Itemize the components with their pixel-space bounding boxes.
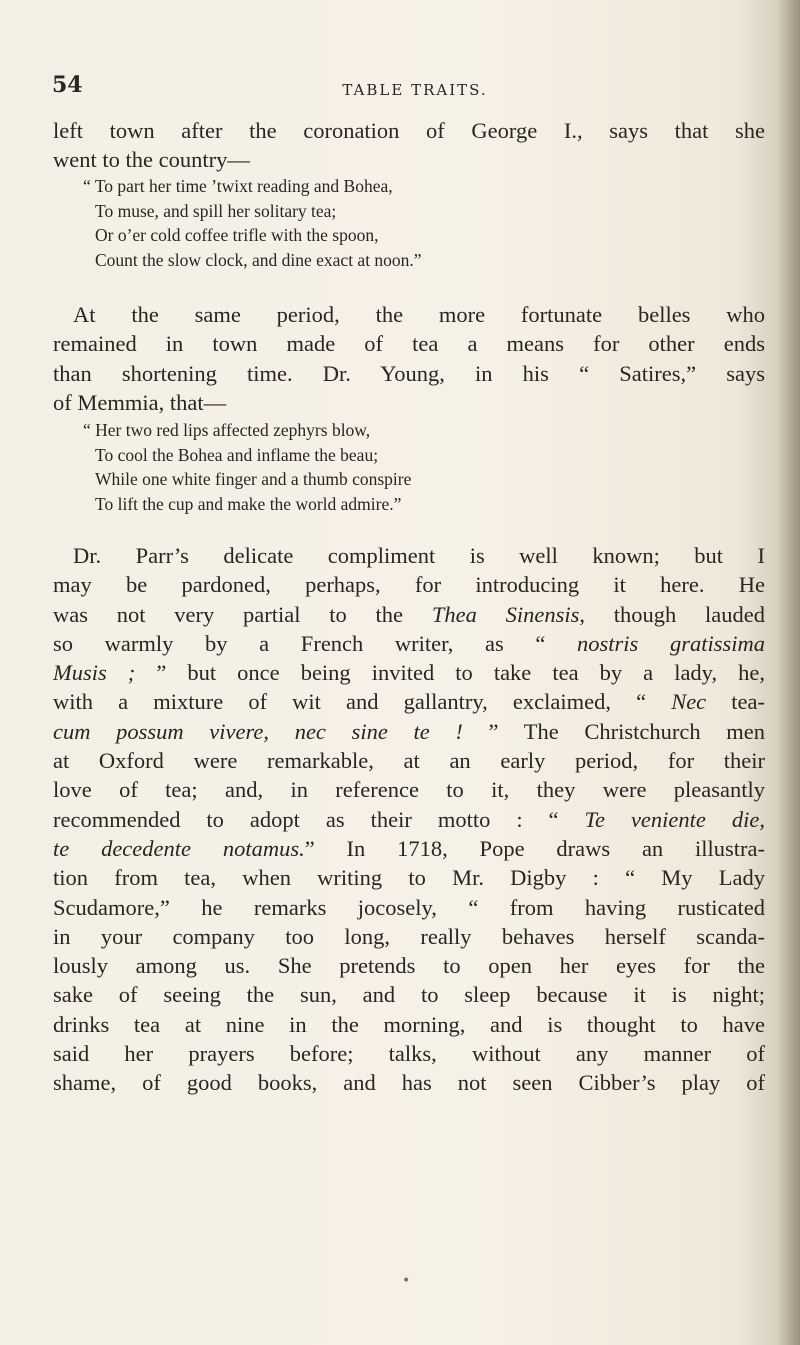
text-line: so warmly by a French writer, as “ nostris gratissima xyxy=(53,630,765,656)
text-line: Musis ; ” but once being invited to take tea by a lady, he, xyxy=(53,660,765,686)
text-line: than shortening time. Dr. Young, in his “ Satires,” says xyxy=(53,360,765,386)
page-edge-shadow xyxy=(778,0,800,1345)
text-line: at Oxford were remarkable, at an early period, for their xyxy=(53,748,765,774)
text-line: At the same period, the more fortunate belles who xyxy=(73,302,765,327)
paragraph-2 xyxy=(53,300,765,417)
text-line: lously among us. She pretends to open her eyes for the xyxy=(53,953,765,979)
text-line: Dr. Parr’s delicate compliment is well known; but I xyxy=(73,543,765,568)
text-line: went to the country— xyxy=(53,147,250,173)
printer-mark: • xyxy=(402,1273,411,1289)
verse-line: Count the slow clock, and dine exact at noon.” xyxy=(95,249,422,270)
page-number: 54 xyxy=(52,72,83,98)
text-line: was not very partial to the Thea Sinensis, though lauded xyxy=(53,601,765,627)
text-line: with a mixture of wit and gallantry, exclaimed, “ Nec tea- xyxy=(53,689,766,715)
text-line: shame, of good books, and has not seen Cibber’s play of xyxy=(53,1070,765,1096)
verse-line: “ To part her time ’twixt reading and Bohea, xyxy=(83,176,393,196)
verse-line: To cool the Bohea and inflame the beau; xyxy=(95,444,379,465)
text-line: said her prayers before; talks, without any manner of xyxy=(53,1041,765,1067)
verse-quotation-2 xyxy=(83,418,411,516)
verse-line: While one white finger and a thumb conspire xyxy=(95,469,412,490)
text-line: Scudamore,” he remarks jocosely, “ from having rusticated xyxy=(53,894,765,920)
text-line: remained in town made of tea a means for other ends xyxy=(53,331,765,357)
verse-line: To lift the cup and make the world admire.” xyxy=(95,493,402,514)
text-line: in your company too long, really behaves herself scanda- xyxy=(53,923,765,949)
verse-line: “ Her two red lips affected zephyrs blow, xyxy=(83,420,371,440)
text-line: tion from tea, when writing to Mr. Digby : “ My Lady xyxy=(53,865,765,891)
text-line: cum possum vivere, nec sine te ! ” The Christchurch men xyxy=(53,718,765,744)
text-line: love of tea; and, in reference to it, they were pleasantly xyxy=(53,777,765,803)
text-line: of Memmia, that— xyxy=(53,389,227,415)
verse-quotation-1 xyxy=(83,174,422,272)
text-line: left town after the coronation of George I., says that she xyxy=(53,118,765,143)
verse-line: To muse, and spill her solitary tea; xyxy=(95,200,337,221)
paragraph-1 xyxy=(53,116,765,175)
verse-line: Or o’er cold coffee trifle with the spoon, xyxy=(95,225,379,246)
text-line: drinks tea at nine in the morning, and is thought to have xyxy=(53,1011,765,1037)
running-head: TABLE TRAITS. xyxy=(342,81,488,99)
text-line: te decedente notamus.” In 1718, Pope draws an illustra- xyxy=(53,835,765,861)
text-line: may be pardoned, perhaps, for introducing it here. He xyxy=(53,572,765,598)
paragraph-3 xyxy=(53,541,765,1098)
text-line: recommended to adopt as their motto : “ Te veniente die, xyxy=(53,806,765,832)
text-line: sake of seeing the sun, and to sleep because it is night; xyxy=(53,982,765,1008)
